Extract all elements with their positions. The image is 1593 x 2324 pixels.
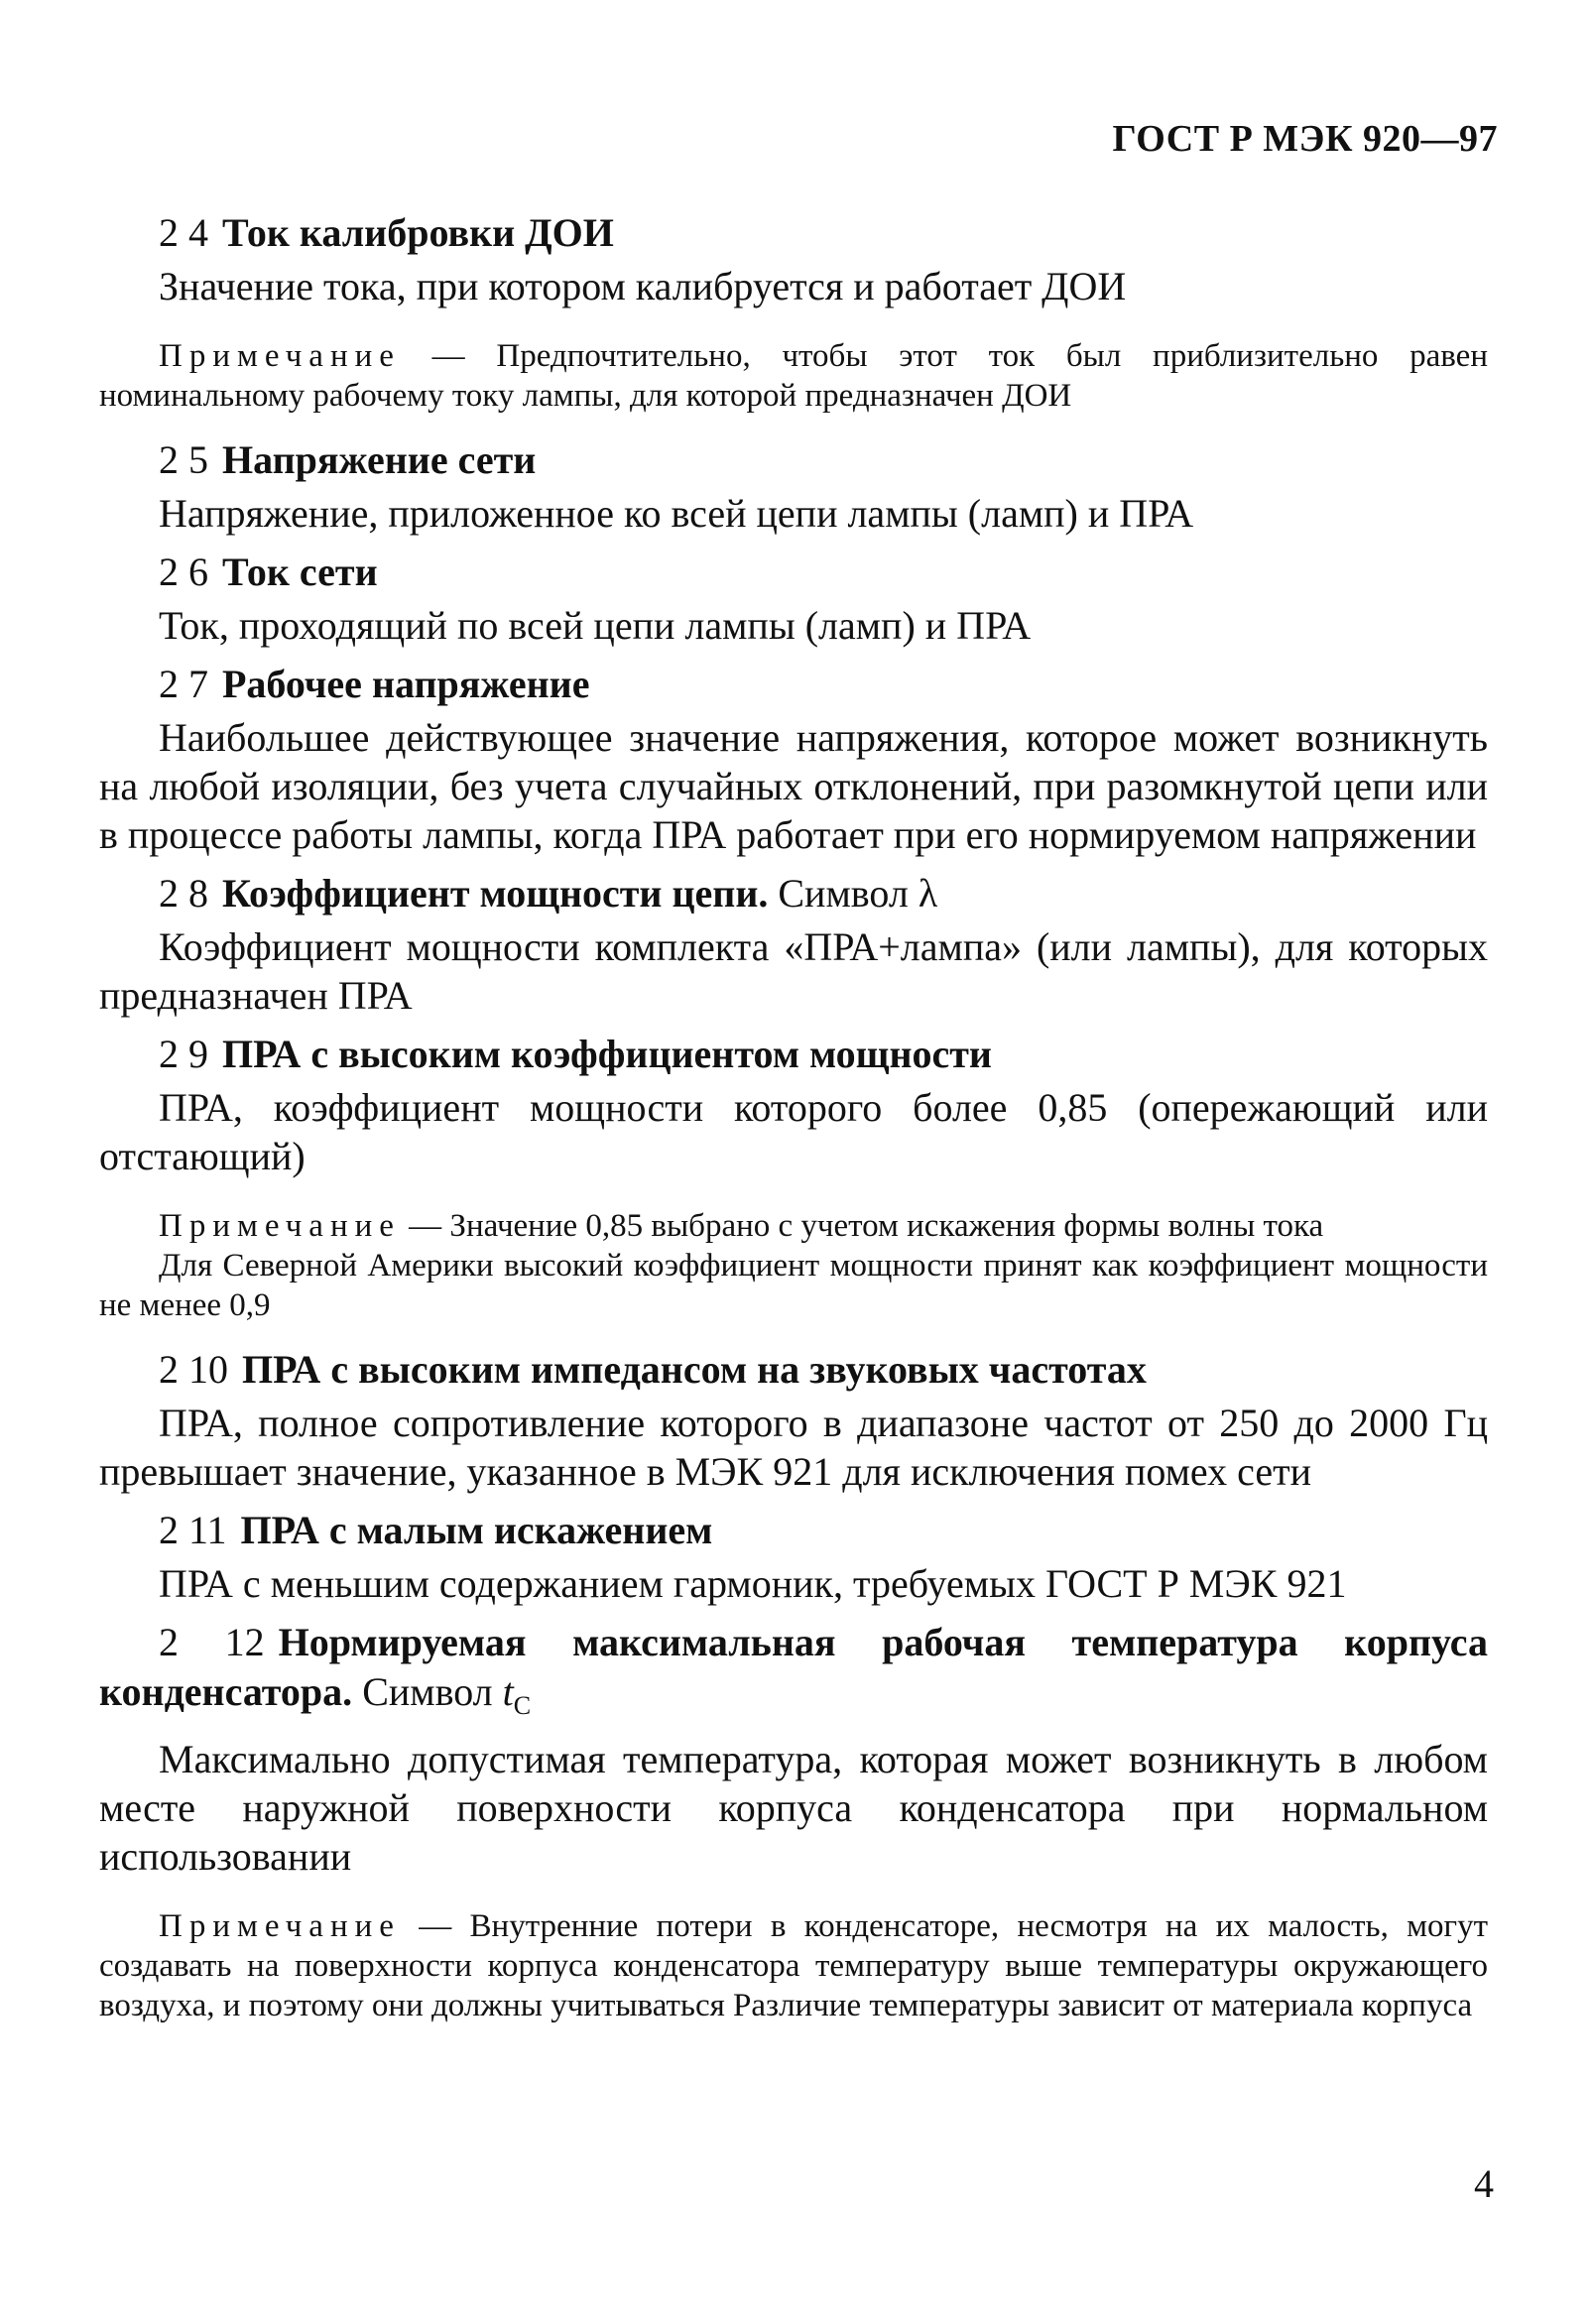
symbol-prefix: Символ: [768, 871, 919, 916]
symbol-subscript: C: [513, 1691, 532, 1720]
symbol: t: [502, 1669, 514, 1714]
section-number: 2 11: [159, 1508, 227, 1552]
section-title-2-4: [159, 208, 1488, 258]
section-body: Максимально допустимая температура, которая может возникнуть в любом месте наружной поверхности корпуса конденсатора при нормальном использовании: [99, 1737, 1488, 1879]
note-block: [99, 1906, 1488, 2025]
section-heading: Ток калибровки ДОИ: [222, 210, 614, 255]
section-heading: Напряжение сети: [222, 437, 537, 482]
note-continuation: Для Северной Америки высокий коэффициент мощности принят как коэффициент мощности не менее 0,9: [99, 1248, 1488, 1323]
note-label: Примечание: [159, 338, 401, 374]
section-number: 2 6: [159, 550, 208, 594]
section-title-2-7: [159, 660, 1488, 709]
note-text: — Значение 0,85 выбрано с учетом искажения формы волны тока: [400, 1208, 1324, 1244]
note-label: Примечание: [159, 1908, 401, 1944]
section-heading: Ток сети: [222, 550, 378, 594]
note-label: Примечание: [159, 1208, 401, 1244]
note-block: [99, 336, 1488, 416]
section-body: ПРА с меньшим содержанием гармоник, требуемых ГОСТ Р МЭК 921: [159, 1561, 1347, 1606]
section-body: ПРА, полное сопротивление которого в диапазоне частот от 250 до 2000 Гц превышает значение, указанное в МЭК 921 для исключения помех сети: [99, 1401, 1488, 1494]
section-number: 2 10: [159, 1347, 228, 1392]
section-title-2-6: [159, 548, 1488, 597]
section-body: Значение тока, при котором калибруется и работает ДОИ: [159, 264, 1127, 308]
section-number: 2 8: [159, 871, 208, 916]
section-heading: Нормируемая максимальная рабочая температура корпуса конденсатора.: [99, 1620, 1488, 1714]
section-title-2-11: [159, 1506, 1488, 1555]
section-title-2-8: [159, 869, 1488, 918]
section-body: Напряжение, приложенное ко всей цепи лампы (ламп) и ПРА: [159, 491, 1194, 536]
section-number: 2 5: [159, 437, 208, 482]
section-heading: Рабочее напряжение: [222, 662, 590, 706]
section-title-2-12: [99, 1618, 1488, 1731]
section-number: 2 4: [159, 210, 208, 255]
section-number: 2 9: [159, 1032, 208, 1076]
section-number: 2 12: [159, 1620, 265, 1664]
note-block: [99, 1206, 1488, 1325]
section-heading: Коэффициент мощности цепи.: [222, 871, 769, 916]
symbol-prefix: Символ: [352, 1669, 503, 1714]
section-body: ПРА, коэффициент мощности которого более 0,85 (опережающий или отстающий): [99, 1085, 1488, 1178]
note: [99, 1906, 1488, 2025]
section-title-2-9: [159, 1030, 1488, 1079]
note: [99, 1206, 1488, 1246]
note-text: — Предпочтительно, чтобы этот ток был приблизительно равен номинальному рабочему току лампы, для которой предназначен ДОИ: [99, 338, 1488, 414]
section-heading: ПРА с высоким импедансом на звуковых частотах: [242, 1347, 1147, 1392]
page-number: 4: [1474, 2161, 1494, 2206]
section-heading: ПРА с высоким коэффициентом мощности: [222, 1032, 992, 1076]
section-number: 2 7: [159, 662, 208, 706]
note: [99, 336, 1488, 416]
document-body: [99, 208, 1488, 2045]
note-text: — Внутренние потери в конденсаторе, несмотря на их малость, могут создавать на поверхности корпуса конденсатора температуру выше температуры окружающего воздуха, и поэтому они должны учитываться Различие температуры зависит от материала корпуса: [99, 1908, 1488, 2023]
section-body: Наибольшее действующее значение напряжения, которое может возникнуть на любой изоляции, без учета случайных отклонений, при разомкнутой цепи или в процессе работы лампы, когда ПРА работает при его нормируемом напряжении: [99, 715, 1488, 857]
section-body: Коэффициент мощности комплекта «ПРА+лампа» (или лампы), для которых предназначен ПРА: [99, 924, 1488, 1018]
section-heading: ПРА с малым искажением: [240, 1508, 713, 1552]
symbol: λ: [918, 871, 938, 916]
section-title-2-5: [159, 435, 1488, 485]
document-header: ГОСТ Р МЭК 920—97: [1112, 118, 1498, 160]
section-title-2-10: [159, 1345, 1488, 1395]
section-body: Ток, проходящий по всей цепи лампы (ламп) и ПРА: [159, 603, 1032, 648]
